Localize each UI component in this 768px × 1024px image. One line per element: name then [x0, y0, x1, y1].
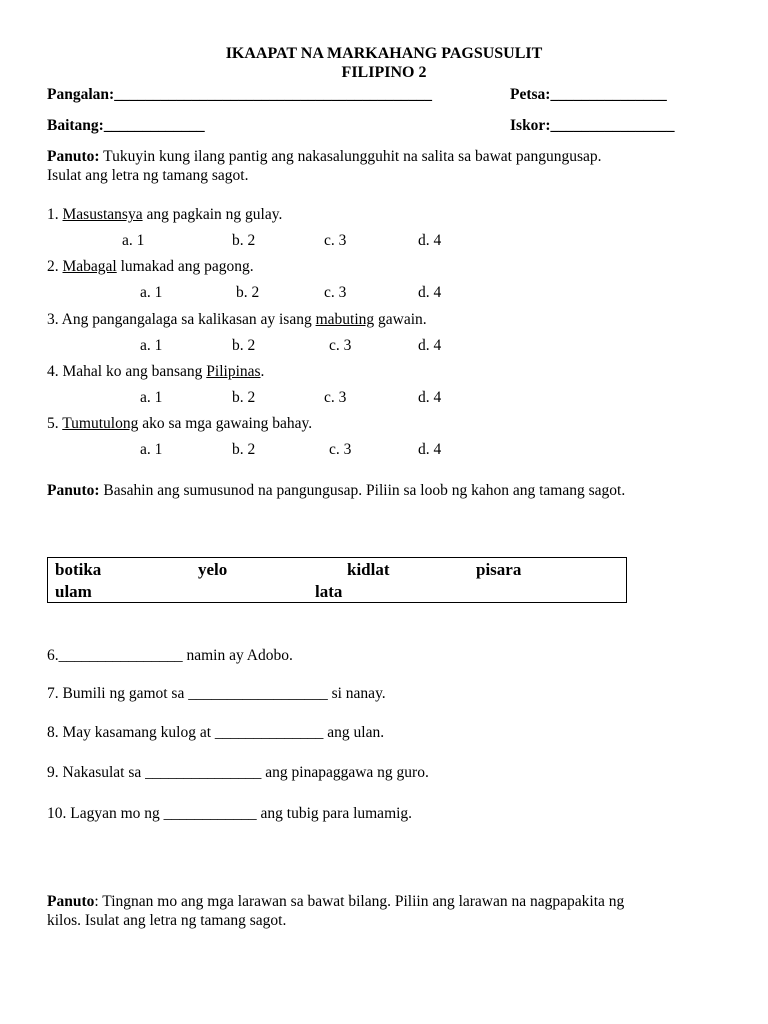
choice-a[interactable]: a. 1 — [140, 337, 163, 354]
choice-c[interactable]: c. 3 — [324, 232, 347, 249]
word-choice: ulam — [55, 582, 92, 601]
score-blank: ________________ — [550, 117, 675, 134]
instruction-label: Panuto: — [47, 148, 100, 165]
choice-d[interactable]: d. 4 — [418, 389, 442, 406]
word-choice: botika — [55, 560, 102, 579]
choice-c[interactable]: c. 3 — [324, 284, 347, 301]
page-title: IKAAPAT NA MARKAHANG PAGSUSULIT — [225, 45, 543, 62]
word-choice: kidlat — [347, 560, 390, 579]
date-label: Petsa: — [510, 86, 551, 103]
underlined-word: mabuting — [315, 311, 375, 328]
name-blank: _________________________________________ — [114, 86, 432, 103]
choice-a[interactable]: a. 1 — [140, 389, 163, 406]
choice-d[interactable]: d. 4 — [418, 232, 442, 249]
choice-d[interactable]: d. 4 — [418, 284, 442, 301]
question-4: 4. Mahal ko ang bansang Pilipinas. — [47, 363, 265, 380]
fill-question-7[interactable]: 7. Bumili ng gamot sa __________________ si nanay. — [47, 685, 386, 702]
instruction-label: Panuto: — [47, 482, 100, 499]
word-choice: lata — [315, 582, 343, 601]
question-5: 5. Tumutulong ako sa mga gawaing bahay. — [47, 415, 313, 432]
fill-question-9[interactable]: 9. Nakasulat sa _______________ ang pinapaggawa ng guro. — [47, 764, 429, 781]
instruction-text: Tukuyin kung ilang pantig ang nakasalungguhit na salita sa bawat pangungusap. — [99, 148, 602, 165]
fill-question-8[interactable]: 8. May kasamang kulog at ______________ ang ulan. — [47, 724, 385, 741]
choice-b[interactable]: b. 2 — [232, 389, 256, 406]
choice-c[interactable]: c. 3 — [324, 389, 347, 406]
underlined-word: Mabagal — [62, 258, 117, 275]
choice-b[interactable]: b. 2 — [236, 284, 260, 301]
choice-a[interactable]: a. 1 — [140, 441, 163, 458]
choice-d[interactable]: d. 4 — [418, 337, 442, 354]
choice-a[interactable]: a. 1 — [140, 284, 163, 301]
underlined-word: Tumutulong — [62, 415, 139, 432]
choice-a[interactable]: a. 1 — [122, 232, 145, 249]
section1-instruction — [47, 148, 602, 166]
subject-title: FILIPINO 2 — [341, 64, 427, 81]
section3-instruction-line2: kilos. Isulat ang letra ng tamang sagot. — [47, 912, 287, 929]
choice-d[interactable]: d. 4 — [418, 441, 442, 458]
question-3: 3. Ang pangangalaga sa kalikasan ay isang mabuting gawain. — [47, 311, 427, 328]
section2-instruction — [47, 482, 625, 500]
fill-question-6[interactable]: 6.________________ namin ay Adobo. — [47, 647, 293, 664]
underlined-word: Masustansya — [62, 206, 143, 223]
choice-b[interactable]: b. 2 — [232, 441, 256, 458]
instruction-text: : Tingnan mo ang mga larawan sa bawat bilang. Piliin ang larawan na nagpapakita ng — [94, 893, 625, 910]
score-label: Iskor: — [510, 117, 551, 134]
grade-blank: _____________ — [103, 117, 205, 134]
name-label: Pangalan: — [47, 86, 115, 103]
grade-field[interactable] — [47, 117, 205, 135]
score-field[interactable] — [510, 117, 674, 135]
word-box — [47, 557, 627, 603]
word-choice: pisara — [476, 560, 522, 579]
choice-b[interactable]: b. 2 — [232, 232, 256, 249]
date-blank: _______________ — [550, 86, 667, 103]
grade-label: Baitang: — [47, 117, 104, 134]
date-field[interactable] — [510, 86, 667, 104]
fill-question-10[interactable]: 10. Lagyan mo ng ____________ ang tubig para lumamig. — [47, 805, 413, 822]
question-2: 2. Mabagal lumakad ang pagong. — [47, 258, 254, 275]
choice-c[interactable]: c. 3 — [329, 441, 352, 458]
name-field[interactable] — [47, 86, 432, 104]
instruction-text: Basahin ang sumusunod na pangungusap. Piliin sa loob ng kahon ang tamang sagot. — [99, 482, 626, 499]
underlined-word: Pilipinas — [206, 363, 261, 380]
choice-c[interactable]: c. 3 — [329, 337, 352, 354]
word-choice: yelo — [198, 560, 228, 579]
choice-b[interactable]: b. 2 — [232, 337, 256, 354]
section1-instruction-line2: Isulat ang letra ng tamang sagot. — [47, 167, 249, 184]
question-1: 1. Masustansya ang pagkain ng gulay. — [47, 206, 283, 223]
section3-instruction — [47, 893, 624, 911]
instruction-label: Panuto — [47, 893, 95, 910]
